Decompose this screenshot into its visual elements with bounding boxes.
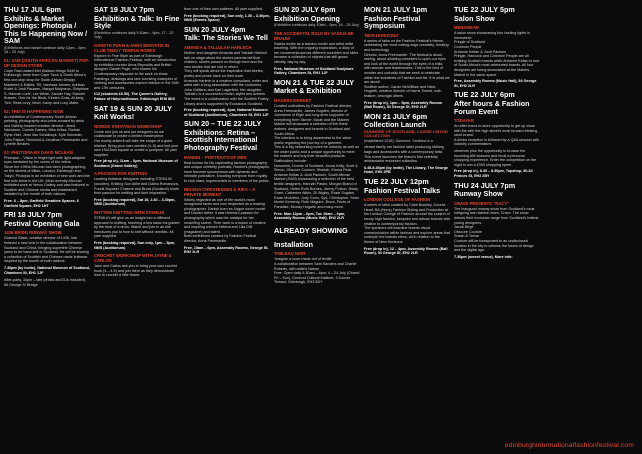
event-details: Free (drop in), 6.30 – 8.30pm, Topshop, 30-34 Princes St, EH2 2BY xyxy=(454,169,533,179)
event-description: The inaugural runway show from Scotland's most intriguing twin fashion team, Crave. The show debuts their exclusive range from Scotland's hottest young designers. Jacob Birge Obscure Couture Susan & Tamar Couture will be transported to an undisclosed location in the city to witness the fusion of design and the digital age. xyxy=(454,206,539,253)
event-description: STEMLIN will give us an insight into a different approach to knitting, teaching a few basic ins guided by the beat of a drum. Watch and join in as she introduces you to how to knit without needles. All yarn supplied. xyxy=(94,216,180,239)
event-description: vibrant family run fashion label producing striking bags and accessories with a contemporary twist. This event launches the brand's first celebrity ambassador endorsed collection. xyxy=(364,145,444,164)
event-details: £12 (students £6.50). The Queen's Gallery, Palace of Holyroodhouse, Edinburgh EH8 8DX xyxy=(94,92,176,101)
event-description: Mother and daughter Amanda and Tallulah Harlech talk on stage about the stories parents tell their children, stories passed on through time and the new stories that are told in return. They will speak about the inspiration that stories, poetry and prose have on their work. Amanda Harlech is a creative consultant, writer and artist with a long association with the couturiers, John Galliano and Karl Lagerfeld. Her daughter, Tallulah, is a successful model, stylist and actress. The event is a collaboration with the Scottish Poetry Library and is supported by Ecoscious Scotland. xyxy=(184,50,269,106)
event-details: Free (drop in), 11am – 6pm, National Museum of Scotland (Grand Gallery) xyxy=(94,159,178,168)
event-description: After-party, 10pm – late (drinks and DJs included), 56 George IV Bridge xyxy=(4,278,86,287)
event-description: 'Imagine a room made out of textile' A collaboration between Sam Sanders and Charlie Roberts, with artist's Nature Free. Open daily 9.30am – 6pm, 4 – 24 July (Closed Fri – Sun), Dovecot Cultural Institute, 3 Dounie Terrace, Edinburgh, EH3 6DY xyxy=(274,257,360,285)
event-title: Runway Show xyxy=(454,189,503,199)
event-section-title: GARETH PUGH & ANNA BERVATIS IN CLUB TEDDY TEMPLE HOMES xyxy=(94,42,170,53)
event-section-title: LONDON COLLEGE OF FASHION xyxy=(364,197,431,203)
event-section-title: HELENA CHRISTENSEN & RIKA – A PRIVATE MOMENT xyxy=(184,186,256,197)
event-description: Widely regarded as one of the world's most recognised faces and now respected as a leading photographer, Danish born ex-Vogue cover model and Danish father, it was Helena's passion for photography which was the catalyst for her modelling career. Their work is a fusion of creative and inspiring women Helena and Lilia Dilli (magazine) and talent. Both exhibitions curated by Fashion Festival director, Anna Freemantle. xyxy=(184,197,266,243)
event-title: Exhibits & Market Openings: Photopia / This Is Happening Now / SAM xyxy=(4,13,88,46)
event-description: observes plus the opportunity to browse the incoming AW seasons and book a personal shopping experience. Enter the competition on the night to win a £300 shopping spree. xyxy=(454,149,537,167)
event-description: A series of talks curated by Clare Buckley, Course Head, BA (Hons) Fashion Styling and Production at the London College of Fashion around the subject of luxury high fashion, bespoke and artisan brands with relation to contemporary fashion. The speakers will examine brands visual communication within fashion and explore areas that underpin the brands ethos, all in relation to the theme of New Horizons. xyxy=(364,203,450,244)
section-subheading: Installation xyxy=(274,239,314,249)
event-section-title: THE ACCIDENTAL ROLE BY SASKIA DE BRAUW xyxy=(274,30,354,41)
event-section-title: CROCHET WORKSHOP WITH JAYNE & CARLOS xyxy=(94,253,172,264)
event-description: Explore In Fine Style as part of Edinburgh International Fashion Festival, with an introduction by exhibition curator Anna Reynolds and British designer Gareth Pugh, who shares his Contemporary response to the work on show. Paintings, drawings and rare surviving examples of clothing and accessories explore fashion in the 16th and 17th centuries. xyxy=(94,53,179,90)
event-details: 7.30pm (by invite), National Museum of Scotland, Chambers St, EH1 1JF xyxy=(4,265,90,275)
event-description: Best known for his captivating fashion photography and unique celebrity portraits, Rankin's photographs have become synonymous with dynamic and intimate portraiture, shooting everyone from royalty to rock stars, supermodels to members of the public. xyxy=(184,160,270,184)
event-section-title: TABLEAU NOIR xyxy=(274,251,306,257)
event-details: Free, Assembly Rooms (Music Hall), 54 George St, EH2 2LR xyxy=(454,79,537,88)
event-details: Free, 10am – 6pm, Assembly Rooms, George St, EH2 2LR xyxy=(184,245,269,255)
event-day-heading: SUN 20 JULY 4pm xyxy=(184,24,246,34)
event-description: Come and join us and our designers as we collaborate to create a limited masterpiece. Our woolly artwork will take the shape of a giant blanket. Bring your own needles (4–5) and knit your own 15x15cm square or create a pompom. All yarn supplied. xyxy=(94,129,179,157)
event-title: Market & Exhibition xyxy=(274,86,342,96)
event-details: Free, National Museum of Scotland Sculpture Gallery, Chambers St, EH1 1JF xyxy=(274,66,354,76)
event-day-heading: MON 21 JULY 6pm xyxy=(364,111,428,121)
event-day-heading: TUE 22 JULY 5pm xyxy=(454,5,515,14)
event-title: Exhibition Opening xyxy=(274,13,340,23)
event-title: Knit Works! xyxy=(94,112,135,122)
event-subtitle: (Exhibition continues daily 10am – 5pm, 18 – 25 July) xyxy=(274,23,360,28)
event-details: Free (drop in), 1pm – 5pm, Assembly Rooms (Ball Room), 54 George St, EH2 2LR xyxy=(364,100,442,110)
event-title: Festival Opening Gala xyxy=(4,218,80,228)
event-section-title: DUNMORE OF SCOTLAND, LOUISE LINTON COLLECTION xyxy=(364,128,448,139)
event-title: Exhibitions: Retina – Scottish International Photography Festival xyxy=(184,127,258,153)
event-day-heading: TUE 22 JULY 12pm xyxy=(364,177,429,187)
event-section-title: 02: THIS IS HAPPENING NOW xyxy=(4,108,64,114)
event-subtitle: (Exhibitions and market continue daily 12pm – 6pm, 18 – 25 July) xyxy=(4,45,87,55)
event-details: Free (drop in), 12 – 4pm, Assembly Rooms (Ball Room), 54 George St, EH2 2LR xyxy=(364,246,448,256)
event-details: Free. Mon 12pm – 6pm, Tue 10am – 6pm, Assembly Rooms (Music Hall), EH2 2LR xyxy=(274,211,346,221)
event-description: from one of their own patterns. All yarn supplied. xyxy=(184,7,263,11)
event-description: An after-hours in-store opportunity to get up close with the with the high street's most forward thinking store-brand. A drinks reception is followed by a Q&A session with industry commentators xyxy=(454,124,540,147)
event-title: Collection Launch xyxy=(364,120,427,130)
programme-column-2 xyxy=(94,6,180,280)
event-description: A salon show showcasing four leading lights in menswear: Pringle of Scotland Common People Arrianne Kellan & Jordi Paulsen Pringle, Hancock and Common People are all existing Scottish brands while Arrianne Kellan is one of South Africa's most celebrated brands. All four designers are being showcased at the Makers Market in the same space. xyxy=(454,31,540,77)
event-details: Free. 6 – 8pm, Garfield Greattine Spaces, 6 Garfield Square, EH2 1HT xyxy=(4,199,79,208)
event-description: Curated collectives by Fashion Festival director, Anna Freemantle, James Sugden, director of Johnstons of Elgin and long-term supporter of everything from Tanner, Made and the Makers Market will showcase a selection of the finest makers, designers and brands in Scotland and South Africa. The intention is to bring awareness to the value public regarding the journey of a garment. This is a big networking event for industry as well as the wider public and a unique opportunity to meet the makers and buy their beautiful products. Stallholders include: Narooshe, Donnie of Scotland, Jozua Kelly, Scott & Simon, Obscure Couture, Shariah, Emma Peat, Arrianne Kellan & Jordi Paulsen, South African Market (SAM) showcasing a selection of the best textile designers, Hannah Pastor, Morgan Brand of Scotland, Helen Ruth Burnes, Jimmy Foxton, Hilary Grant, Catherine Aitkin, Zil Wigley, Rosie Sugden, Ewan McArthur, Judy Gunn, Syd, Christopher, Sean Muriel Kennedy, Ruth Maguire, Brora, Prints of Paradise, Murray Hogarth and many more. xyxy=(274,103,360,209)
event-description: Leading knitwear designers including STEMLIN (woollen), Knitting Sue Airlie and Galina Romanova, Pundit Buyuker Chasers and Brora (Scotland) share their passion for knitting and their inspiration. xyxy=(94,177,180,196)
event-section-title: MENSWEAR xyxy=(454,25,479,31)
event-section-title: RHYTHM KNITTING WITH STEMLIN xyxy=(94,210,165,216)
event-section-title: 03: PHOTOPIA BY DAVID MCLEAN xyxy=(4,149,73,155)
event-day-heading: SAT 19 JULY 7pm xyxy=(94,5,155,14)
event-section-title: MAKERS MARKET xyxy=(274,97,312,103)
festival-url-link[interactable]: edinburghinternationalfashionfestival.com xyxy=(504,442,634,449)
event-details: Free (booking required), 4pm, National Museum of Scotland (Auditorium), Chambers St, EH1 1JF xyxy=(184,108,269,117)
event-description: Jane and Carlos ask you to bring your own crochet hook (4 – 4.5) and join them as they demonstrate how to crochet a little flower. xyxy=(94,264,178,278)
event-section-title: NORDIK KNITATHON WORKSHOP xyxy=(94,123,163,129)
programme-column-6 xyxy=(454,6,540,262)
event-day-heading: THU 17 JUL 6pm xyxy=(4,5,61,14)
programme-column-1 xyxy=(4,6,90,289)
event-subtitle: (established 2018), Dunmore, Scotland is a xyxy=(364,139,433,144)
event-subtitle: (Exhibition continues daily 9.30am – 6pm, 17 – 20 July) xyxy=(94,30,174,40)
event-section-title: TODAYAR xyxy=(454,118,474,124)
event-section-title: 1436 BRIDG RUNWAY SHOW xyxy=(4,230,62,236)
event-day-heading: FRI 18 JULY 7pm xyxy=(4,210,62,220)
event-details: Free (booking required), Sat 19, 2.30 – 3.30pm, NMS (Auditorium) xyxy=(94,197,176,207)
event-day-heading: TUE 22 JULY 6pm xyxy=(454,90,515,100)
event-day-heading: THU 24 JULY 7pm xyxy=(454,180,516,190)
event-description: Photopia – 'Vision in bright light with light-adapted eyes mediated by the cones of the retina'. Since the 1990s McLean has been photographing on the streets of Milan, London, Edinburgh and Tokyo. Photopia is an exhibition of new work and the first solo show in the UK. Most recently McLean exhibited work at Venus Gallery and was featured in Scottish and Chinese media and established installed by the month of both nations. xyxy=(4,155,90,197)
event-title: Fashion Festival Symposium xyxy=(364,13,421,31)
event-title: Fashion Festival Talks xyxy=(364,185,441,195)
event-description: An exhibition of Contemporary South African painting, photography and prints curated by artist and Gallery-headed creative director: Jared Nicholson, Connie Dalnes, Niko Kritsa, Roelan Ryne-Hart, Jean Van Schalkwyk, Kyle Schrader, John Pakker, Reinhold & Jonathan Freemantle and Lynette Beukes. xyxy=(4,114,88,147)
event-day-heading: SUN 20 – TUE 22 JULY xyxy=(184,119,262,129)
event-details: Free (booking required), Sun only, 1.30 – 3.30pm, NMS (Events Space) xyxy=(184,13,270,23)
event-day-heading: SAT 19 & SUN 20 JULY xyxy=(94,103,172,113)
event-section-title: CRAVE PRESENTS "RACY" xyxy=(454,200,510,206)
event-description: Graeme Black, creative director of 1436, has finished a new look in the collaboration between Scotland and China, bringing superfine Chinese yarns to be hand-knit in Scotland. He will be sharing a collection of Scottish and Chinese made knitwear inspired by the month of both nations. xyxy=(4,236,89,264)
event-section-title: 'NEW HORIZONS' xyxy=(364,32,400,38)
event-section-title: A PASSION FOR KNITTING xyxy=(94,171,148,177)
event-section-title: RANKIN – PORTRAITS OF MEN xyxy=(184,154,247,160)
event-description: A series of talks on the Fashion Festival's theme, celebrating the most cutting-edge creativity, thinking and technology. Director, Anna Freemantle: 'The festival is about seeing, about allowing ourselves to open our eyes and look at the world through the eyes of a child, with wonder and fearlessness. This is the kind of wonder and curiosity that we seek to celebrate within the industries of Fashion and Art. It is what we are about'. Scottish author, Carole McWilliam and Mark Hogarth, creative director of Harris Tweed, both feature, amongst others. xyxy=(364,38,450,98)
programme-column-4 xyxy=(274,6,360,287)
programme-column-3 xyxy=(184,6,270,258)
programme-column-5 xyxy=(364,6,450,259)
section-heading: ALREADY SHOWING xyxy=(274,225,348,235)
event-section-title: 01: SAM (SOUTH AFRICAN MARKET) POP-UP DESIGN STORE xyxy=(4,57,90,68)
event-details: Free (booking required), Sun only, 1pm – 5pm, NMS (Auditorium) xyxy=(94,241,176,250)
event-title: Exhibition & Talk: In Fine Style xyxy=(94,13,180,31)
event-details: 7.30pm (secret venue). More info: xyxy=(454,254,513,259)
event-day-heading: MON 21 & TUE 22 JULY xyxy=(274,77,355,87)
event-title: After hours & Fashion Forum Event xyxy=(454,98,530,116)
event-title: Salon Show xyxy=(454,13,495,23)
event-section-title: AMANDA & TALLULAH HARLECH xyxy=(184,44,252,50)
event-day-heading: SUN 20 JULY 6pm xyxy=(274,5,336,14)
event-day-heading: MON 21 JULY 1pm xyxy=(364,5,428,14)
event-description: Cape Town-based Mel Wallace brings SAM to Edinburgh, fresh from Cape Town & South Africa's first one-stop shop for South African Design. Mastered & Edited, Tilt, Vanessa Jensen, Adriaan Kotzé & Jordi Paulsen, Margot Molyneux, Simphiwe S, Hannah Lurie, Lex White, Xander Hay, Samuel Bussen, One for the Birds, Kirsten Goss, ALiving, Tich, Reza Levy, Wool, Kamp and Lucy Mabe. xyxy=(4,68,89,105)
event-title: Talk: The Stories We Tell xyxy=(184,33,268,43)
event-details: 6.45-8.45pm (by invite), The Library, The George Hotel, EH2 2PB xyxy=(364,165,448,175)
event-description: Saskia works as a fashion model and artist while traveling. With the ongoing exploration, a diary of her movements across different countries and cities became a collection of objects that still grows identity, day by day. xyxy=(274,41,359,64)
